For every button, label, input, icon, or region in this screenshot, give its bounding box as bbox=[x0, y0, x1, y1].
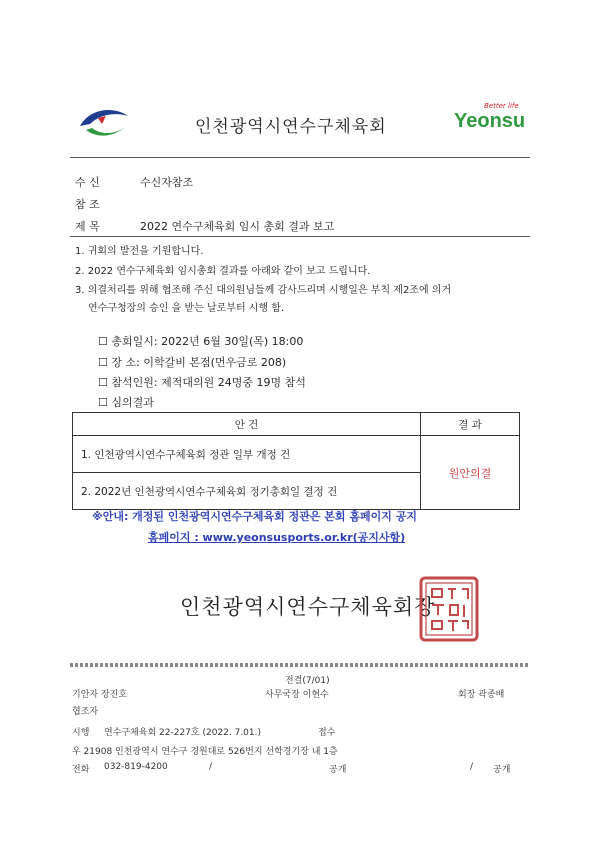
agenda-item-2: 2. 2022년 인천광역시연수구체육회 정기총회일 결정 건 bbox=[73, 473, 421, 510]
enforce-label: 시행 bbox=[72, 728, 90, 738]
reference-label: 참 조 bbox=[75, 198, 100, 211]
detail-result bbox=[98, 394, 154, 410]
org-emblem-logo bbox=[76, 104, 132, 142]
agenda-col-item: 안 건 bbox=[73, 413, 421, 436]
phone-label: 전화 bbox=[72, 765, 90, 775]
enforce-value: 연수구체육회 22-227호 (2022. 7.01.) bbox=[104, 728, 262, 738]
header-divider bbox=[70, 157, 530, 158]
public-status-1: 공개 bbox=[329, 765, 347, 775]
detail-date bbox=[98, 333, 303, 349]
footer-dashed-divider bbox=[70, 663, 530, 667]
logo-tagline: Better life bbox=[484, 102, 519, 110]
agenda-col-result: 결 과 bbox=[421, 413, 520, 436]
subject-label: 제 목 bbox=[75, 220, 100, 233]
paragraph-2: 2. 2022 연수구체육회 임시총회 결과를 아래와 같이 보고 드립니다. bbox=[75, 266, 371, 277]
cooperator-label: 협조자 bbox=[72, 707, 99, 717]
org-header-name: 인천광역시연수구체육회 bbox=[195, 117, 387, 137]
meta-divider bbox=[70, 236, 530, 237]
subject-value: 2022 연수구체육회 임시 총회 결과 보고 bbox=[140, 220, 335, 233]
yeonsu-logo bbox=[452, 102, 524, 138]
recipient-value: 수신자참조 bbox=[140, 176, 194, 189]
detail-place bbox=[98, 354, 286, 370]
checkbox-icon: ☐ bbox=[98, 396, 108, 409]
approval-note: 전결(7/01) bbox=[285, 676, 330, 686]
detail-date-text: 총회일시: 2022년 6월 30일(목) 18:00 bbox=[111, 335, 304, 348]
public-status-2: 공개 bbox=[493, 765, 511, 775]
president: 회장 곽종배 bbox=[458, 690, 505, 700]
checkbox-icon: ☐ bbox=[98, 335, 108, 348]
paragraph-3-line-2: 연수구청장의 승인 을 받는 날로부터 시행 함. bbox=[88, 303, 285, 314]
signature-org-head: 인천광역시연수구체육회장 bbox=[180, 595, 436, 619]
logo-wordmark: Yeonsu bbox=[454, 110, 526, 132]
separator-slash-2: / bbox=[470, 762, 474, 772]
homepage-link[interactable]: 홈페이지 : www.yeonsusports.or.kr(공지사항) bbox=[148, 531, 406, 544]
detail-attendees-text: 참석인원: 제적대의원 24명중 19명 참석 bbox=[111, 376, 306, 389]
separator-slash-1: / bbox=[209, 762, 213, 772]
phone-value: 032-819-4200 bbox=[104, 762, 168, 772]
agenda-result: 원안의결 bbox=[421, 436, 520, 510]
notice-line-2[interactable] bbox=[148, 529, 405, 545]
checkbox-icon: ☐ bbox=[98, 376, 108, 389]
secretary-general: 사무국장 이현수 bbox=[265, 690, 329, 700]
detail-place-text: 장 소: 이학갈비 본점(먼우금로 208) bbox=[111, 356, 287, 369]
agenda-item-1: 1. 인천광역시연수구체육회 정관 일부 개정 건 bbox=[73, 436, 421, 473]
paragraph-1: 1. 귀회의 발전을 기원합니다. bbox=[75, 246, 204, 257]
notice-line-1: ※안내: 개정된 인천광역시연수구체육회 정관은 본회 홈페이지 공지 bbox=[92, 510, 417, 523]
paragraph-3-line-1: 3. 의결처리를 위해 협조해 주신 대의원님들께 감사드리며 시행일은 부칙 제2조에 의거 bbox=[75, 285, 452, 296]
checkbox-icon: ☐ bbox=[98, 356, 108, 369]
agenda-header-row bbox=[73, 413, 520, 436]
receipt-label: 접수 bbox=[318, 728, 336, 738]
agenda-table bbox=[72, 412, 520, 510]
drafter: 기안자 장진호 bbox=[72, 690, 128, 700]
detail-result-text: 심의결과 bbox=[111, 396, 154, 409]
official-seal-icon bbox=[418, 575, 480, 643]
recipient-label: 수 신 bbox=[75, 176, 100, 189]
detail-attendees bbox=[98, 374, 306, 390]
address: 우 21908 인천광역시 연수구 경원대로 526번지 선학경기장 내 1층 bbox=[72, 747, 338, 757]
table-row bbox=[73, 436, 520, 473]
